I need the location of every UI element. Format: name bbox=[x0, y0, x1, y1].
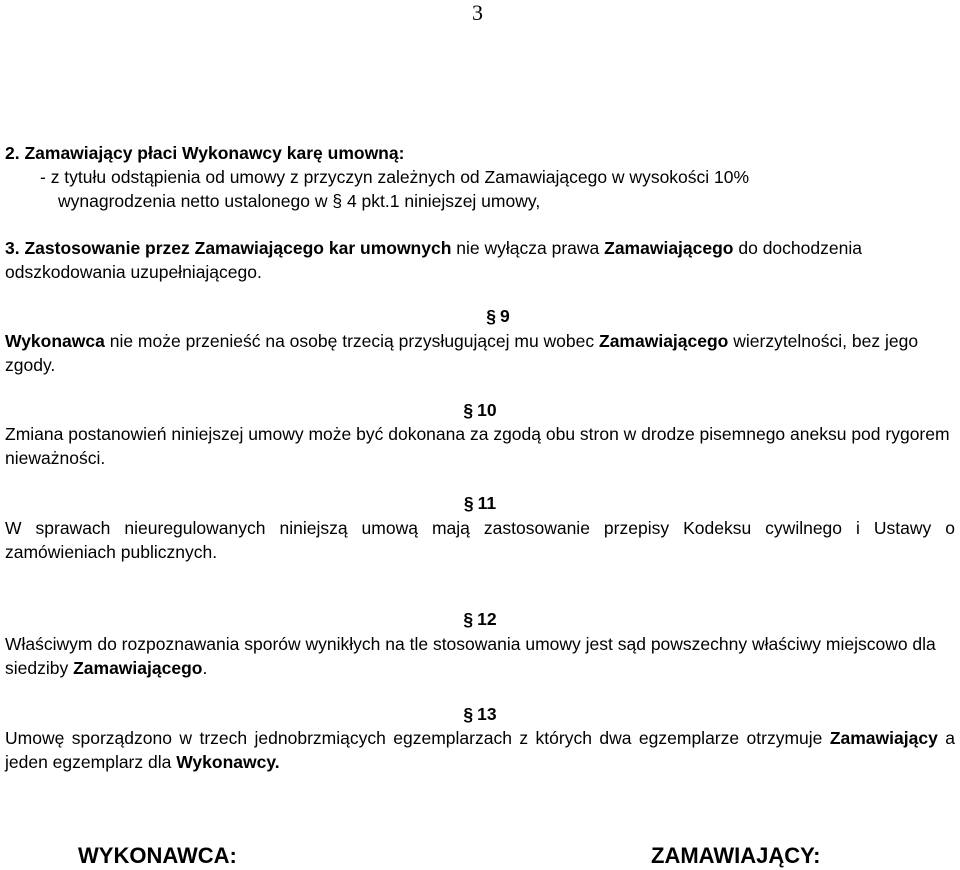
section-number: 12 bbox=[477, 609, 497, 629]
section-11-text: W sprawach nieuregulowanych niniejszą umową mają zastosowanie przepisy Kodeksu cywilnego i Ustawy o zamówieniach publicznych. bbox=[5, 518, 955, 562]
section-9-heading bbox=[18, 304, 960, 328]
section-12-text-2: . bbox=[202, 658, 208, 678]
section-12-heading bbox=[0, 607, 960, 631]
section-13-text-2: a jeden egzemplarz dla bbox=[5, 728, 955, 772]
paragraph-symbol: § bbox=[463, 493, 474, 513]
signature-client: ZAMAWIAJĄCY: bbox=[651, 843, 821, 868]
section-10-heading bbox=[0, 398, 960, 422]
item-2-line-2: wynagrodzenia netto ustalonego w § 4 pkt.1 niniejszej umowy, bbox=[58, 191, 541, 211]
section-9-bold-1: Wykonawca bbox=[5, 331, 105, 351]
section-12-text-1: Właściwym do rozpoznawania sporów wynikłych na tle stosowania umowy jest sąd powszechny właściwy miejscowo dla siedziby bbox=[5, 634, 936, 678]
item-2-line-1: - z tytułu odstąpienia od umowy z przyczyn zależnych od Zamawiającego w wysokości 10% bbox=[40, 167, 750, 187]
section-number: 10 bbox=[477, 400, 497, 420]
item-3-bold-2: Zamawiającego bbox=[604, 238, 734, 258]
section-13-text bbox=[5, 726, 955, 774]
item-2-heading bbox=[5, 141, 955, 165]
section-10-text: Zmiana postanowień niniejszej umowy może być dokonana za zgodą obu stron w drodze pisemnego aneksu pod rygorem nieważności. bbox=[5, 424, 950, 468]
item-3-mid: nie wyłącza prawa bbox=[451, 238, 605, 258]
section-13-bold-2: Wykonawcy. bbox=[176, 752, 280, 772]
section-9-text bbox=[5, 329, 955, 377]
signature-contractor: WYKONAWCA: bbox=[78, 843, 237, 868]
page-number: 3 bbox=[472, 0, 483, 25]
section-9-text-1: nie może przenieść na osobę trzecią przysługującej mu wobec bbox=[104, 331, 599, 351]
section-13-text-1: Umowę sporządzono w trzech jednobrzmiących egzemplarzach z których dwa egzemplarze otrzymuje bbox=[5, 728, 830, 748]
item-3-paragraph bbox=[5, 236, 955, 284]
section-9-bold-2: Zamawiającego bbox=[599, 331, 729, 351]
section-number: 13 bbox=[477, 704, 497, 724]
section-13-bold-1: Zamawiający bbox=[829, 728, 938, 748]
paragraph-symbol: § bbox=[463, 400, 474, 420]
item-3-bold: 3. Zastosowanie przez Zamawiającego kar umownych bbox=[5, 238, 452, 258]
section-9-text-2: wierzytelności, bez jego zgody. bbox=[5, 331, 919, 375]
paragraph-symbol: § bbox=[463, 704, 474, 724]
section-13-heading bbox=[0, 702, 960, 726]
section-12-bold-1: Zamawiającego bbox=[73, 658, 203, 678]
section-number: 11 bbox=[477, 493, 497, 513]
section-11-heading bbox=[0, 491, 960, 515]
section-number: 9 bbox=[500, 306, 510, 326]
paragraph-symbol: § bbox=[486, 306, 496, 326]
item-3-rest: do dochodzenia odszkodowania uzupełniającego. bbox=[5, 238, 862, 282]
item-2-heading-text: 2. Zamawiający płaci Wykonawcy karę umowną: bbox=[5, 143, 405, 163]
paragraph-symbol: § bbox=[463, 609, 474, 629]
section-12-text bbox=[5, 632, 955, 680]
